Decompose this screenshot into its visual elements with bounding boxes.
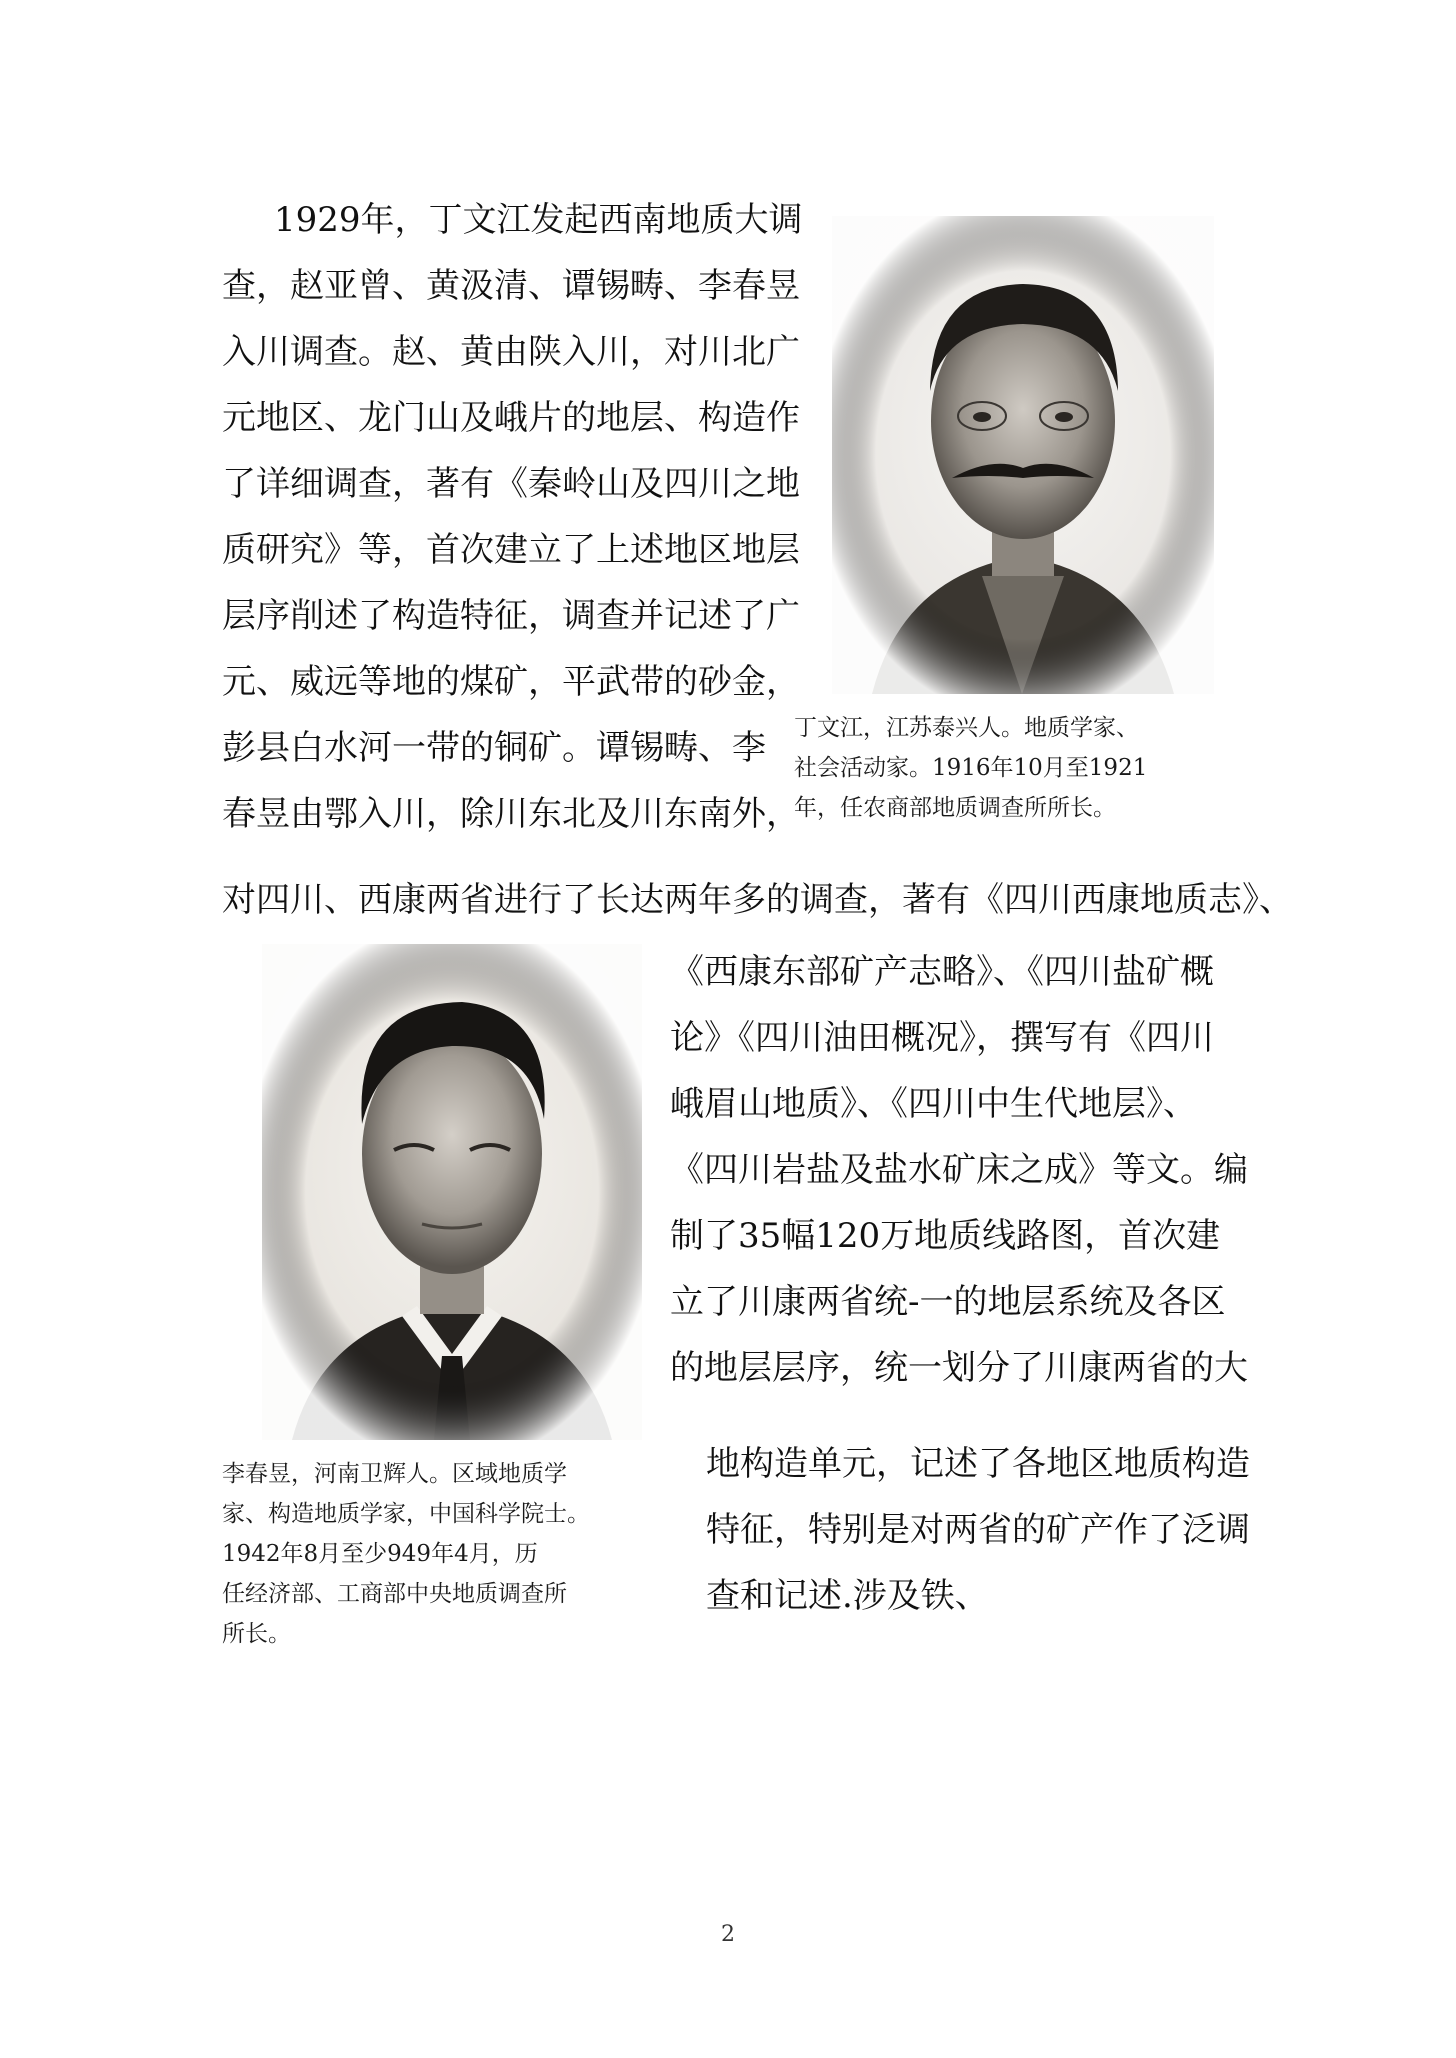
body-line-full: 对四川、西康两省进行了长达两年多的调查，著有《四川西康地质志》、 [222,880,1293,920]
body-line: 元、威远等地的煤矿，平武带的砂金， [222,662,800,702]
caption-line: 所长。 [222,1621,291,1647]
body-line: 1929年，丁文江发起西南地质大调 [274,200,803,240]
body-line: 入川调查。赵、黄由陕入川，对川北广 [222,332,800,372]
caption-line: 社会活动家。1916年10月至1921 [794,755,1148,781]
portrait-photo-ding-wenjiang [832,216,1214,694]
body-line: 春昱由鄂入川，除川东北及川东南外， [222,794,800,834]
caption-line: 丁文江，江苏泰兴人。地质学家、 [794,715,1139,741]
page-number: 2 [721,1922,735,1947]
portrait-photo-li-chunyu [262,944,642,1440]
body-line: 质研究》等，首次建立了上述地区地层 [222,530,800,570]
body-line: 地构造单元，记述了各地区地质构造 [706,1444,1250,1484]
body-line: 论》《四川油田概况》，撰写有《四川 [670,1018,1214,1058]
body-line: 特征，特别是对两省的矿产作了泛调 [706,1510,1250,1550]
caption-line: 任经济部、工商部中央地质调查所 [222,1581,567,1607]
caption-line: 李春昱，河南卫辉人。区域地质学 [222,1461,567,1487]
body-line: 层序削述了构造特征，调查并记述了广 [222,596,800,636]
body-line: 元地区、龙门山及峨片的地层、构造作 [222,398,800,438]
body-line: 查和记述.涉及铁、 [706,1576,989,1616]
body-line: 了详细调查，著有《秦岭山及四川之地 [222,464,800,504]
body-line: 查，赵亚曾、黄汲清、谭锡畴、李春昱 [222,266,800,306]
caption-line: 年，任农商部地质调查所所长。 [794,795,1116,821]
body-line: 《四川岩盐及盐水矿床之成》等文。编 [670,1150,1248,1190]
body-line: 的地层层序，统一划分了川康两省的大 [670,1348,1248,1388]
body-line: 峨眉山地质》、《四川中生代地层》、 [670,1084,1197,1124]
body-line: 《西康东部矿产志略》、《四川盐矿概 [670,952,1214,992]
caption-line: 家、构造地质学家，中国科学院士。 [222,1501,590,1527]
body-line: 立了川康两省统-一的地层系统及各区 [670,1282,1226,1322]
caption-line: 1942年8月至少949年4月，历 [222,1541,538,1567]
body-line: 制了35幅120万地质线路图，首次建 [670,1216,1221,1256]
body-line: 彭县白水河一带的铜矿。谭锡畴、李 [222,728,766,768]
